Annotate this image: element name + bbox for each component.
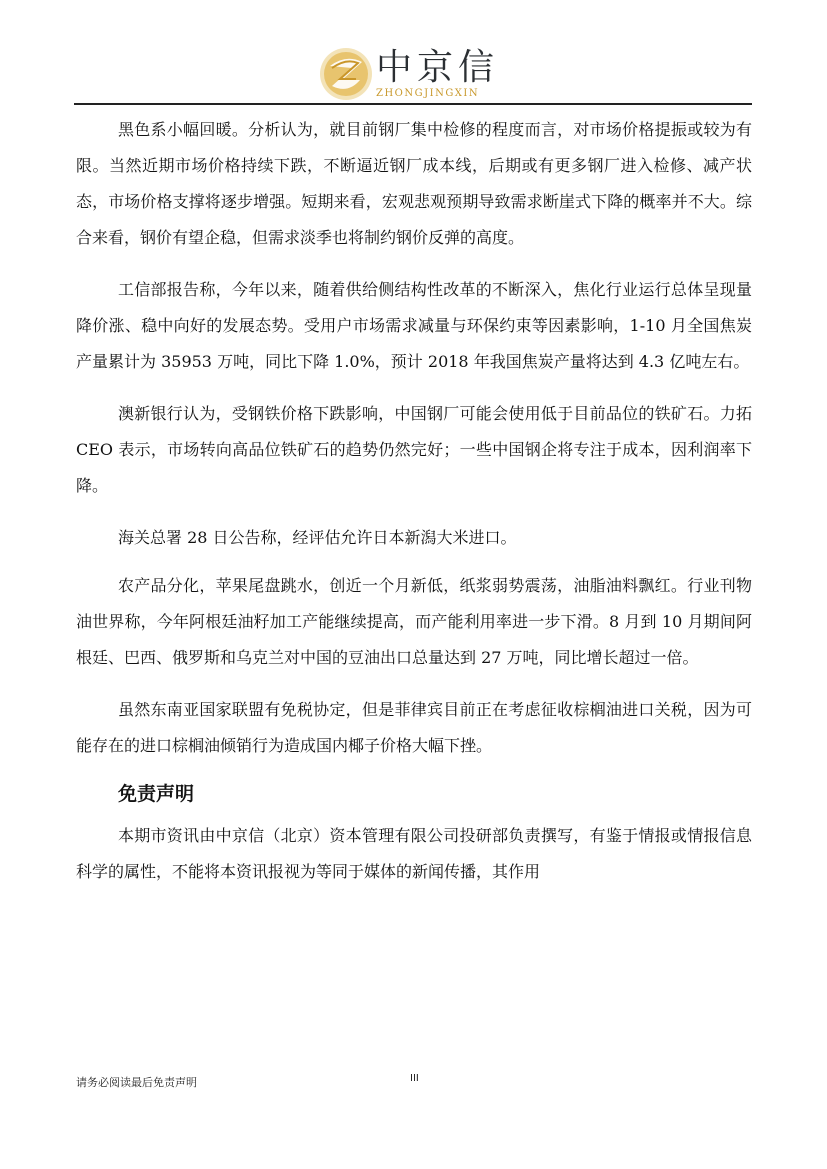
disclaimer-heading: 免责声明 bbox=[118, 783, 195, 805]
company-logo bbox=[318, 46, 518, 104]
paragraph: 海关总署 28 日公告称，经评估允许日本新潟大米进口。 bbox=[118, 528, 517, 547]
paragraph: 黑色系小幅回暖。分析认为，就目前钢厂集中检修的程度而言，对市场价格提振或较为有限。当然近期市场价格持续下跌，不断逼近钢厂成本线，后期或有更多钢厂进入检修、减产状态，市场价格支撑将逐步增强。短期来看，宏观悲观预期导致需求断崖式下降的概率并不大。综合来看，钢价有望企稳，但需求淡季也将制约钢价反弹的高度。 bbox=[76, 120, 752, 247]
logo-emblem-icon bbox=[318, 46, 374, 102]
paragraph: 农产品分化，苹果尾盘跳水，创近一个月新低，纸浆弱势震荡，油脂油料飘红。行业刊物油世界称，今年阿根廷油籽加工产能继续提高，而产能利用率进一步下滑。8 月到 10 月期间阿根廷、巴西、俄罗斯和乌克兰对中国的豆油出口总量达到 27 万吨，同比增长超过一倍。 bbox=[76, 576, 752, 667]
paragraph: 工信部报告称，今年以来，随着供给侧结构性改革的不断深入，焦化行业运行总体呈现量降价涨、稳中向好的发展态势。受用户市场需求减量与环保约束等因素影响，1-10 月全国焦炭产量累计为 35953 万吨，同比下降 1.0%，预计 2018 年我国焦炭产量将达到 4.3 亿吨左右。 bbox=[76, 280, 752, 371]
paragraph: 澳新银行认为，受钢铁价格下跌影响，中国钢厂可能会使用低于目前品位的铁矿石。力拓 CEO 表示，市场转向高品位铁矿石的趋势仍然完好；一些中国钢企将专注于成本，因利润率下降。 bbox=[76, 404, 752, 495]
page-header bbox=[0, 0, 827, 110]
footer-disclaimer-note: 请务必阅读最后免责声明 bbox=[76, 1076, 197, 1089]
paragraph: 虽然东南亚国家联盟有免税协定，但是菲律宾目前正在考虑征收棕榈油进口关税，因为可能存在的进口棕榈油倾销行为造成国内椰子价格大幅下挫。 bbox=[76, 700, 752, 755]
header-divider bbox=[74, 103, 752, 105]
document-body bbox=[76, 112, 752, 906]
disclaimer-paragraph: 本期市资讯由中京信（北京）资本管理有限公司投研部负责撰写，有鉴于情报或情报信息科学的属性，不能将本资讯报视为等同于媒体的新闻传播，其作用 bbox=[76, 826, 752, 881]
page-number: III bbox=[410, 1073, 419, 1084]
brand-name-cn: 中京信 bbox=[376, 47, 500, 88]
brand-name-en: ZHONGJINGXIN bbox=[376, 88, 480, 99]
